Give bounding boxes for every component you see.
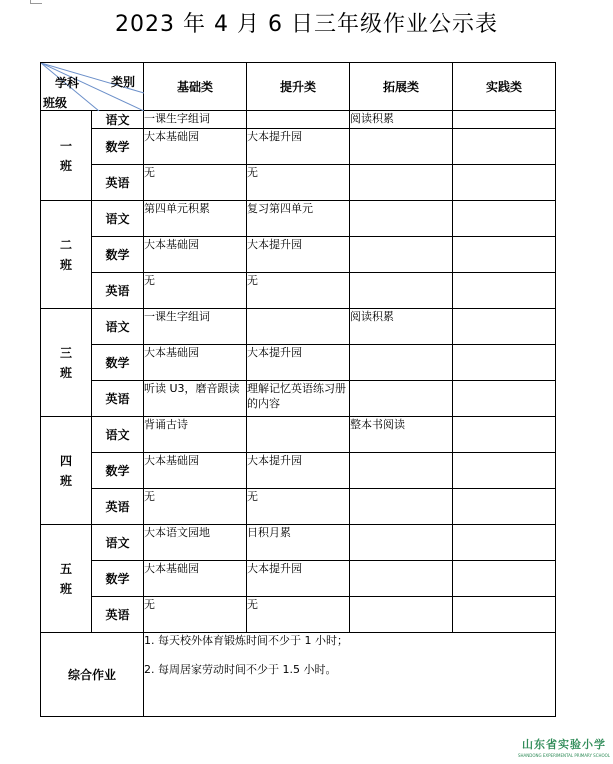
school-name-en: SHANDONG EXPERIMENTAL PRIMARY SCHOOL (518, 753, 611, 758)
class-name-char: 班 (59, 581, 72, 596)
column-header: 拓展类 (350, 63, 453, 111)
comprehensive-content (144, 633, 556, 717)
class-name-char: 班 (59, 473, 72, 488)
homework-cell (350, 525, 453, 561)
table-row (41, 111, 556, 129)
subject-cell: 数学 (92, 129, 144, 165)
subject-cell: 数学 (92, 345, 144, 381)
homework-cell (350, 489, 453, 525)
class-name-char: 班 (59, 158, 72, 173)
subject-cell: 语文 (92, 201, 144, 237)
homework-cell (453, 561, 556, 597)
table-row (41, 417, 556, 453)
homework-cell: 日积月累 (247, 525, 350, 561)
homework-cell: 一课生字组词 (144, 309, 247, 345)
class-name-char: 二 (59, 237, 72, 252)
homework-table (40, 62, 556, 717)
homework-cell: 大本提升园 (247, 237, 350, 273)
homework-cell: 大本基础园 (144, 237, 247, 273)
comprehensive-item: 1. 每天校外体育锻炼时间不少于 1 小时； (144, 634, 348, 647)
homework-cell (453, 489, 556, 525)
homework-cell (453, 525, 556, 561)
homework-cell (247, 417, 350, 453)
homework-cell: 无 (247, 489, 350, 525)
column-header: 实践类 (453, 63, 556, 111)
class-name-cell (41, 111, 92, 201)
subject-cell: 语文 (92, 111, 144, 129)
table-row (41, 489, 556, 525)
column-header: 基础类 (144, 63, 247, 111)
table-row (41, 381, 556, 417)
homework-cell (453, 309, 556, 345)
homework-cell: 大本基础园 (144, 561, 247, 597)
subject-cell: 英语 (92, 165, 144, 201)
subject-cell: 英语 (92, 489, 144, 525)
subject-cell: 英语 (92, 381, 144, 417)
homework-cell: 大本语文园地 (144, 525, 247, 561)
school-logo (518, 736, 610, 758)
homework-cell (453, 237, 556, 273)
homework-cell (350, 201, 453, 237)
subject-cell: 英语 (92, 273, 144, 309)
diagonal-header-cell (41, 63, 144, 111)
homework-cell (350, 561, 453, 597)
table-row (41, 597, 556, 633)
homework-cell: 大本基础园 (144, 345, 247, 381)
corner-class-label: 班级 (43, 96, 68, 110)
homework-cell: 无 (144, 273, 247, 309)
class-name-cell (41, 525, 92, 633)
homework-cell (350, 273, 453, 309)
homework-cell (350, 453, 453, 489)
table-row (41, 129, 556, 165)
homework-cell (453, 129, 556, 165)
table-row (41, 165, 556, 201)
subject-cell: 语文 (92, 417, 144, 453)
comprehensive-row (41, 633, 556, 717)
homework-cell (453, 345, 556, 381)
homework-cell: 无 (144, 597, 247, 633)
homework-cell: 无 (144, 165, 247, 201)
class-name-cell (41, 201, 92, 309)
homework-cell: 大本提升园 (247, 345, 350, 381)
page-title: 2023 年 4 月 6 日三年级作业公示表 (115, 12, 498, 37)
homework-cell (350, 129, 453, 165)
homework-cell: 大本提升园 (247, 129, 350, 165)
homework-cell (453, 201, 556, 237)
table-row (41, 309, 556, 345)
homework-cell (453, 381, 556, 417)
homework-cell (247, 111, 350, 129)
homework-cell: 大本基础园 (144, 129, 247, 165)
homework-cell (350, 165, 453, 201)
homework-cell: 大本提升园 (247, 561, 350, 597)
corner-subject-label: 学科 (55, 76, 80, 90)
class-name-char: 班 (59, 257, 72, 272)
subject-cell: 语文 (92, 309, 144, 345)
homework-cell (453, 453, 556, 489)
class-name-char: 五 (59, 561, 72, 576)
comprehensive-label: 综合作业 (41, 633, 144, 717)
homework-cell (453, 273, 556, 309)
table-row (41, 237, 556, 273)
column-header: 提升类 (247, 63, 350, 111)
subject-cell: 英语 (92, 597, 144, 633)
homework-cell (350, 381, 453, 417)
homework-cell: 听读 U3，磨音跟读 (144, 381, 247, 417)
homework-cell: 复习第四单元 (247, 201, 350, 237)
table-row (41, 201, 556, 237)
subject-cell: 语文 (92, 525, 144, 561)
subject-cell: 数学 (92, 561, 144, 597)
homework-cell: 大本基础园 (144, 453, 247, 489)
header-row (41, 63, 556, 111)
homework-cell (247, 309, 350, 345)
homework-cell: 背诵古诗 (144, 417, 247, 453)
subject-cell: 数学 (92, 237, 144, 273)
class-name-cell (41, 309, 92, 417)
homework-cell: 第四单元积累 (144, 201, 247, 237)
homework-cell (350, 597, 453, 633)
subject-cell: 数学 (92, 453, 144, 489)
homework-cell (453, 417, 556, 453)
homework-cell: 整本书阅读 (350, 417, 453, 453)
page-corner-mark (30, 0, 42, 4)
class-name-char: 四 (59, 453, 72, 468)
homework-cell: 无 (247, 597, 350, 633)
homework-cell (350, 237, 453, 273)
homework-cell: 无 (144, 489, 247, 525)
homework-cell: 无 (247, 165, 350, 201)
table-row (41, 561, 556, 597)
class-name-cell (41, 417, 92, 525)
table-row (41, 273, 556, 309)
table-row (41, 345, 556, 381)
homework-cell (453, 597, 556, 633)
table-row (41, 525, 556, 561)
homework-cell: 阅读积累 (350, 111, 453, 129)
table-row (41, 453, 556, 489)
homework-cell (350, 345, 453, 381)
class-name-char: 班 (59, 365, 72, 380)
homework-cell: 一课生字组词 (144, 111, 247, 129)
homework-cell: 无 (247, 273, 350, 309)
homework-cell (453, 111, 556, 129)
corner-kind-label: 类别 (110, 75, 135, 89)
homework-cell (453, 165, 556, 201)
homework-cell: 理解记忆英语练习册的内容 (247, 381, 350, 417)
class-name-char: 三 (59, 345, 72, 360)
comprehensive-item: 2. 每周居家劳动时间不少于 1.5 小时。 (144, 663, 337, 676)
school-name-cn: 山东省实验小学 (522, 738, 607, 751)
homework-cell: 大本提升园 (247, 453, 350, 489)
homework-cell: 阅读积累 (350, 309, 453, 345)
class-name-char: 一 (59, 138, 72, 153)
